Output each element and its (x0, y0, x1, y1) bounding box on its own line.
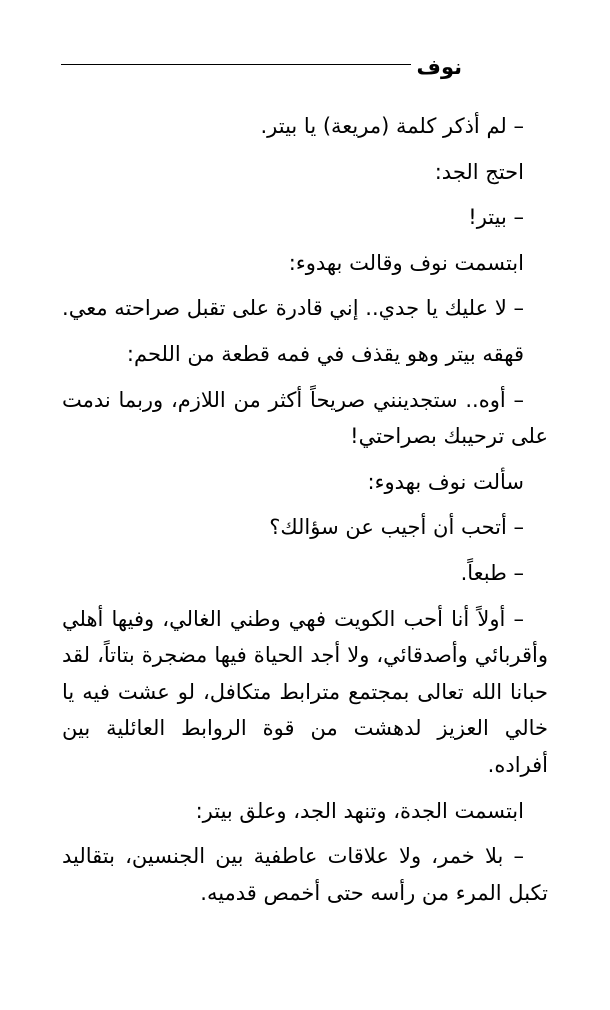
header-rule (61, 64, 411, 65)
paragraph-narration: ابتسمت نوف وقالت بهدوء: (288, 250, 524, 275)
paragraph-narration: ابتسمت الجدة، وتنهد الجد، وعلق بيتر: (195, 798, 524, 823)
paragraph-dialogue: – أوه.. ستجدينني صريحاً أكثر من اللازم، وربما ندمت على ترحيبك بصراحتي! (62, 387, 548, 449)
paragraph-dialogue: – أتحب أن أجيب عن سؤالك؟ (269, 515, 524, 540)
paragraph-dialogue: – طبعاً. (460, 560, 524, 585)
paragraph-dialogue: – لا عليك يا جدي.. إني قادرة على تقبل صراحته معي. (62, 296, 524, 321)
paragraph-narration: سألت نوف بهدوء: (367, 469, 524, 494)
running-title: نوف (416, 55, 462, 79)
paragraph-dialogue: – بيتر! (468, 205, 524, 230)
paragraph-dialogue: – بلا خمر، ولا علاقات عاطفية بين الجنسين، بتقاليد تكبل المرء من رأسه حتى أخمص قدميه. (62, 844, 548, 905)
paragraph-dialogue: – لم أذكر كلمة (مريعة) يا بيتر. (260, 114, 524, 138)
paragraph-narration: احتج الجد: (434, 159, 524, 184)
text-body (62, 108, 548, 920)
paragraph-narration: قهقه بيتر وهو يقذف في فمه قطعة من اللحم: (126, 341, 524, 366)
paragraph-dialogue: – أولاً أنا أحب الكويت فهي وطني الغالي، وفيها أهلي وأقربائي وأصدقائي، ولا أجد الحياة فيها مضجرة بتاتاً، لقد حبانا الله تعالى بمجتمع مترابط متكافل، لو عشت فيه يا خالي العزيز لدهشت من قوة الروابط العائلية بين أفراده. (62, 606, 548, 777)
running-header (62, 50, 462, 84)
